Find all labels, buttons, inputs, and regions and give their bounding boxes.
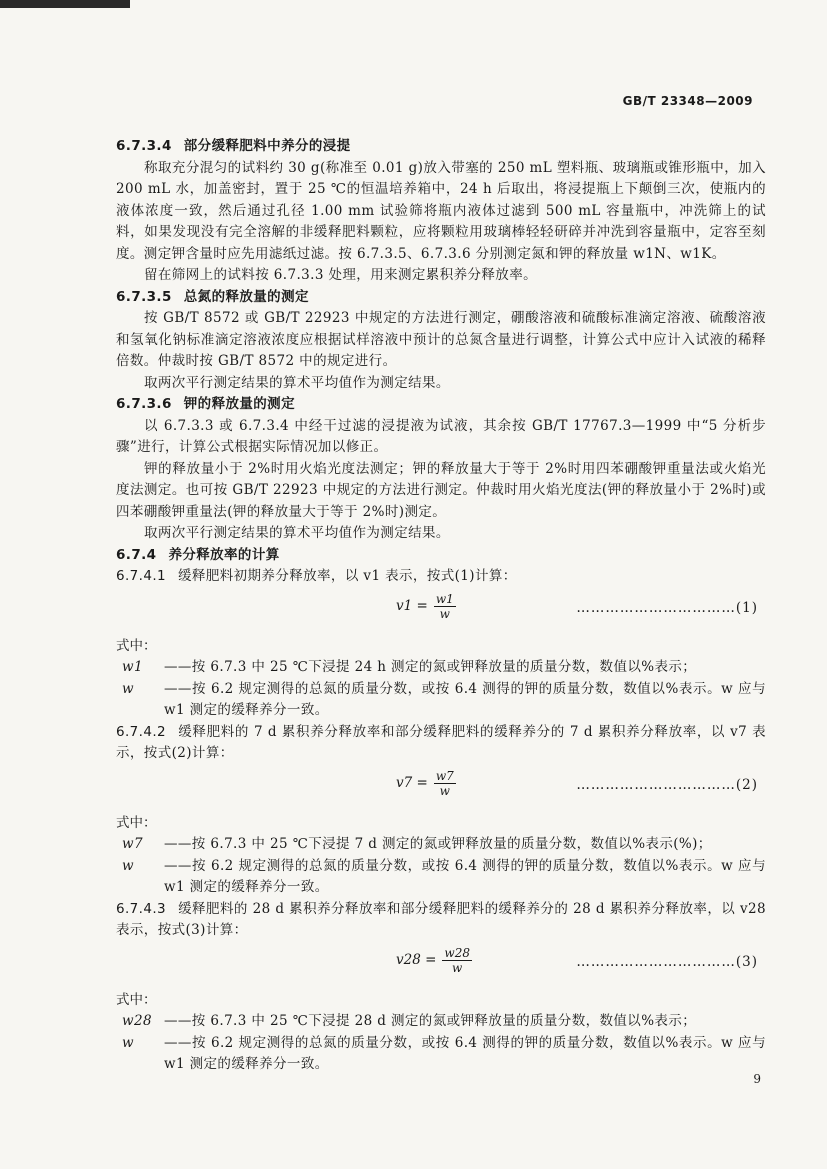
formula (116, 944, 766, 984)
clause-text: 缓释肥料的 28 d 累积养分释放率和部分缓释肥料的缓释养分的 28 d 累积养分释放率，以 v28 表示，按式(3)计算： (116, 900, 766, 938)
definition-row (116, 856, 766, 899)
formula-expression (396, 592, 456, 621)
formula (116, 590, 766, 630)
section-title: 钾的释放量的测定 (183, 396, 295, 412)
clause-number: 6.7.4.1 (116, 568, 167, 584)
section-title: 总氮的释放量的测定 (183, 288, 309, 305)
definition-text: ——按 6.2 规定测得的总氮的质量分数，或按 6.4 测得的钾的质量分数，数值以%表示。w 应与 w1 测定的缓释养分一致。 (164, 680, 766, 718)
formula-lhs: v7 = (396, 775, 428, 791)
fraction-denominator: w (439, 606, 450, 621)
symbol-definitions (116, 657, 766, 722)
section-number: 6.7.3.6 (116, 396, 172, 412)
formula-expression (396, 769, 456, 798)
section-number: 6.7.3.4 (116, 138, 172, 154)
equation-number: ……………………………(3) (576, 953, 758, 970)
formula-expression (396, 946, 472, 975)
symbol: w1 (122, 659, 143, 675)
fraction (434, 592, 456, 621)
section-title: 部分缓释肥料中养分的浸提 (183, 138, 351, 154)
clause-text: 缓释肥料初期养分释放率，以 v1 表示，按式(1)计算： (178, 568, 517, 584)
fraction-denominator: w (452, 960, 463, 975)
paragraph: 按 GB/T 8572 或 GB/T 22923 中规定的方法进行测定，硼酸溶液和硫酸标准滴定溶液、硫酸溶液和氢氧化钠标准滴定溶液浓度应根据试样溶液中预计的总氮含量进行调整，计算公式中应计入试液的稀释倍数。仲裁时按 GB/T 8572 中的规定进行。 (116, 310, 766, 369)
definition-row (116, 657, 766, 679)
section-heading (116, 136, 766, 158)
equation-number: ……………………………(1) (576, 599, 758, 616)
paragraph: 取两次平行测定结果的算术平均值作为测定结果。 (144, 374, 450, 391)
paragraph: 以 6.7.3.3 或 6.7.3.4 中经干过滤的浸提液为试液，其余按 GB/T 17767.3—1999 中“5 分析步骤”进行，计算公式根据实际情况加以修正。 (116, 417, 766, 455)
clause-number: 6.7.4.3 (116, 900, 167, 917)
paragraph: 取两次平行测定结果的算术平均值作为测定结果。 (144, 525, 450, 541)
symbol: w (122, 1034, 134, 1051)
definition-text: ——按 6.2 规定测得的总氮的质量分数，或按 6.4 测得的钾的质量分数，数值以%表示。w 应与 w1 测定的缓释养分一致。 (164, 1034, 766, 1072)
symbol: w (122, 857, 134, 874)
clause-number: 6.7.4.2 (116, 723, 167, 740)
symbol: w (122, 680, 134, 697)
fraction-numerator: w7 (435, 768, 454, 783)
definition-text: ——按 6.7.3 中 25 ℃下浸提 7 d 测定的氮或钾释放量的质量分数，数值以%表示(%)； (164, 836, 712, 852)
section-heading (116, 545, 766, 567)
definition-text: ——按 6.2 规定测得的总氮的质量分数，或按 6.4 测得的钾的质量分数，数值以%表示。w 应与 w1 测定的缓释养分一致。 (164, 857, 766, 895)
paragraph: 称取充分混匀的试料约 30 g(称准至 0.01 g)放入带塞的 250 mL 塑料瓶、玻璃瓶或锥形瓶中，加入 200 mL 水，加盖密封，置于 25 ℃的恒温培养箱中，24 h 后取出，将浸提瓶上下颠倒三次，使瓶内的液体浓度一致，然后通过孔径 1.00 mm 试验筛将瓶内液体过滤到 500 mL 容量瓶中，冲洗筛上的试料，如果发现没有完全溶解的非缓释肥料颗粒，应将颗粒用玻璃棒轻轻研碎并冲洗到容量瓶中，定容至刻度。测定钾含量时应先用滤纸过滤。按 6.7.3.5、6.7.3.6 分别测定氮和钾的释放量 w1N、w1K。 (116, 159, 766, 262)
top-rule (0, 0, 130, 8)
symbol-definitions (116, 834, 766, 899)
section-number: 6.7.4 (116, 546, 157, 563)
formula (116, 767, 766, 807)
page-number: 9 (753, 1072, 761, 1086)
fraction-numerator: w1 (435, 591, 454, 606)
symbol-definitions (116, 1011, 766, 1076)
definition-row (116, 679, 766, 722)
symbol: w28 (122, 1013, 152, 1029)
definition-row (116, 1011, 766, 1033)
formula-lhs: v1 = (396, 598, 428, 614)
section-heading (116, 287, 766, 309)
fraction-numerator: w28 (444, 945, 470, 960)
formula-lhs: v28 = (396, 952, 437, 968)
where-label: 式中： (116, 814, 157, 831)
paragraph: 钾的释放量小于 2%时用火焰光度法测定；钾的释放量大于等于 2%时用四苯硼酸钾重量法或火焰光度法测定。也可按 GB/T 22923 中规定的方法进行测定。仲裁时用火焰光度法(钾的释放量小于 2%时)或四苯硼酸钾重量法(钾的释放量大于等于 2%时)测定。 (116, 460, 766, 520)
equation-number: ……………………………(2) (576, 776, 758, 793)
section-title: 养分释放率的计算 (168, 546, 280, 563)
clause-text: 缓释肥料的 7 d 累积养分释放率和部分缓释肥料的缓释养分的 7 d 累积养分释放率，以 v7 表示，按式(2)计算： (116, 723, 766, 761)
fraction (442, 946, 472, 975)
definition-row (116, 1033, 766, 1076)
document-body (116, 136, 766, 1076)
fraction-denominator: w (439, 783, 450, 798)
symbol: w7 (122, 836, 143, 852)
clause-paragraph (116, 722, 766, 765)
section-heading (116, 394, 766, 416)
paragraph: 留在筛网上的试料按 6.7.3.3 处理，用来测定累积养分释放率。 (144, 267, 538, 283)
definition-text: ——按 6.7.3 中 25 ℃下浸提 24 h 测定的氮或钾释放量的质量分数，数值以%表示； (164, 659, 697, 675)
definition-row (116, 834, 766, 856)
standard-number: GB/T 23348—2009 (622, 94, 753, 108)
clause-paragraph (116, 899, 766, 942)
definition-text: ——按 6.7.3 中 25 ℃下浸提 28 d 测定的氮或钾释放量的质量分数，数值以%表示； (164, 1013, 697, 1029)
where-label: 式中： (116, 991, 157, 1008)
section-number: 6.7.3.5 (116, 288, 172, 305)
where-label: 式中： (116, 637, 157, 654)
fraction (434, 769, 456, 798)
clause-paragraph (116, 566, 766, 588)
